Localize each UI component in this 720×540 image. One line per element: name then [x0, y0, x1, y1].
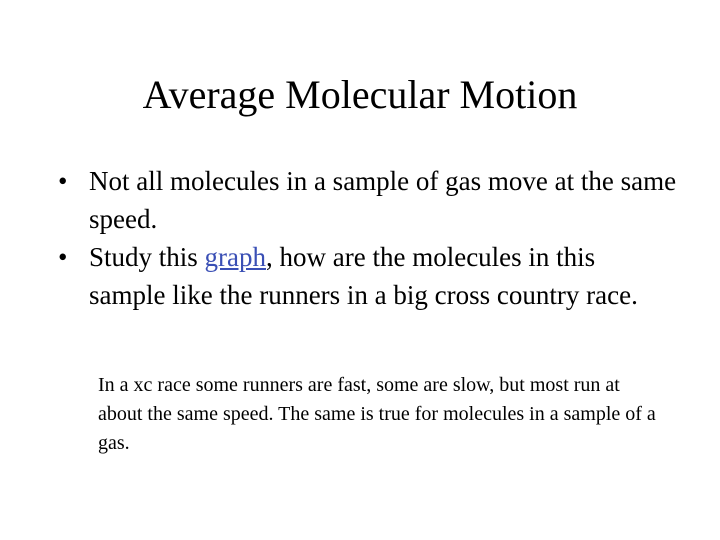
bullet-list — [58, 162, 678, 314]
bullet-marker: • — [58, 166, 68, 196]
bullet-marker: • — [58, 242, 68, 272]
note-text: In a xc race some runners are fast, some are slow, but most run at about the same speed. The same is true for molecules in a sample of a gas. — [98, 374, 656, 454]
bullet-text-after-link: , how are the molecules in this sample like the runners in a big cross country race. — [89, 242, 638, 310]
slide-title: Average Molecular Motion — [142, 72, 578, 117]
graph-link[interactable]: graph — [204, 242, 267, 272]
bullet-text-before-link: Study this — [89, 242, 205, 272]
bullet-item-graph — [58, 238, 678, 314]
bullet-text: Not all molecules in a sample of gas move at the same speed. — [89, 166, 677, 234]
bullet-item-speed — [58, 162, 678, 238]
